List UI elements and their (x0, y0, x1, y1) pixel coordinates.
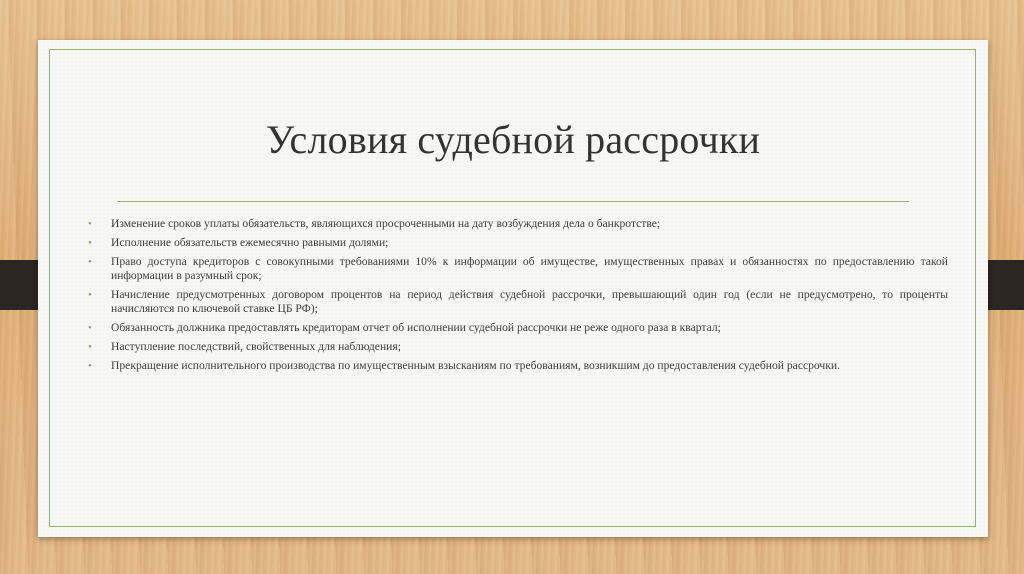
bullet-marker: • (88, 218, 92, 230)
list-item (88, 236, 948, 250)
title-divider (117, 201, 909, 202)
bullet-marker: • (88, 289, 92, 301)
list-item (88, 255, 948, 283)
list-item (88, 288, 948, 316)
bullet-marker: • (88, 322, 92, 334)
bullet-marker: • (88, 360, 92, 372)
bullet-marker: • (88, 237, 92, 249)
bullet-text: Исполнение обязательств ежемесячно равными долями; (111, 236, 389, 249)
bullet-text: Право доступа кредиторов с совокупными требованиями 10% к информации об имуществе, имущественных правах и обязанностях по предоставлению такой информации в разумный срок; (111, 255, 948, 282)
bullet-text: Обязанность должника предоставлять кредиторам отчет об исполнении судебной рассрочки не реже одного раза в квартал; (111, 321, 721, 334)
bullet-text: Прекращение исполнительного производства по имущественным взысканиям по требованиям, возникшим до предоставления судебной рассрочки. (111, 359, 840, 372)
slide-title: Условия судебной рассрочки (265, 117, 761, 162)
list-item (88, 340, 948, 354)
bullet-list (88, 217, 948, 378)
slide (38, 40, 988, 537)
list-item (88, 359, 948, 373)
bullet-text: Начисление предусмотренных договором процентов на период действия судебной рассрочки, превышающий один год (если не предусмотрено, то проценты начисляются по ключевой ставке ЦБ РФ); (111, 288, 948, 315)
bullet-marker: • (88, 256, 92, 268)
list-item (88, 217, 948, 231)
bullet-marker: • (88, 341, 92, 353)
bullet-text: Изменение сроков уплаты обязательств, являющихся просроченными на дату возбуждения дела о банкротстве; (111, 217, 661, 230)
list-item (88, 321, 948, 335)
bullet-text: Наступление последствий, свойственных для наблюдения; (111, 340, 401, 353)
